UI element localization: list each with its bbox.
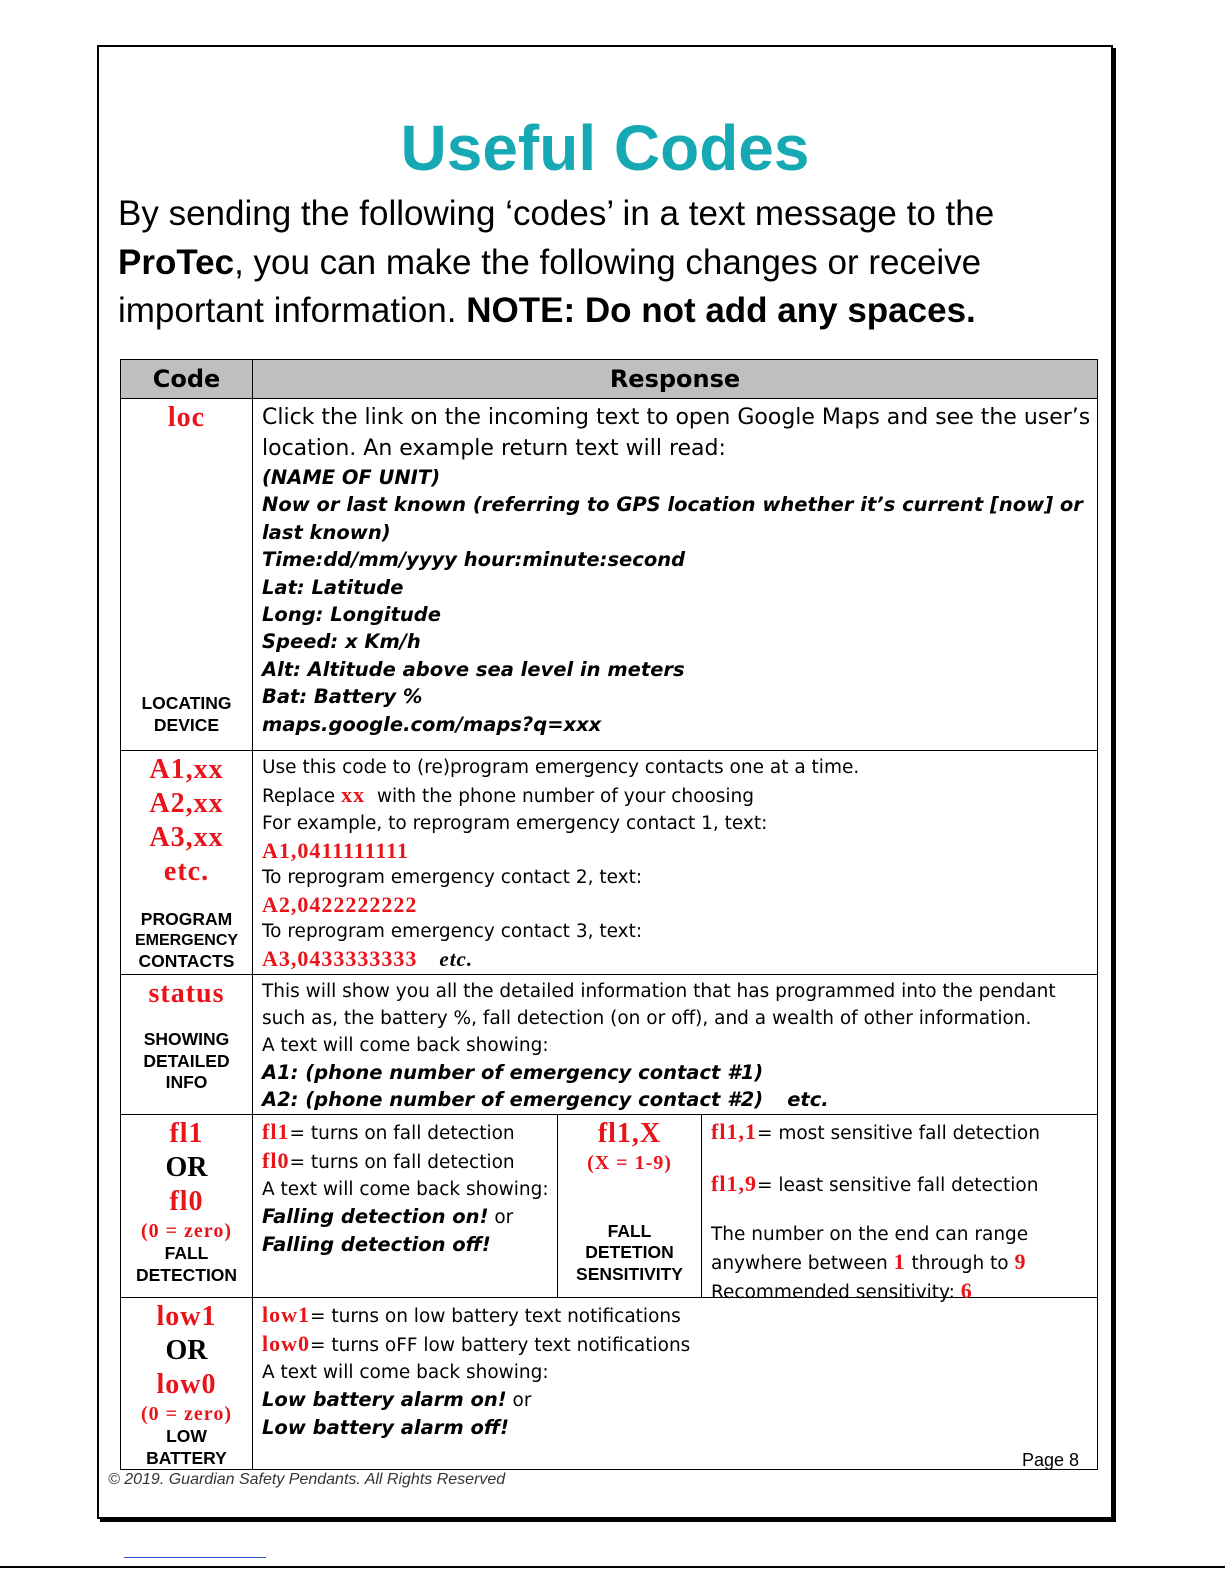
response-text: Replace xyxy=(262,786,342,807)
code-fl0: fl0 xyxy=(169,1186,204,1217)
inline-number: 9 xyxy=(1014,1249,1027,1274)
response-text: = turns on low battery text notifications xyxy=(310,1306,681,1327)
example-line-row xyxy=(262,1086,1097,1114)
intro-line-3 xyxy=(118,287,1108,336)
caption-line: EMERGENCY xyxy=(134,931,239,949)
intro-line-2 xyxy=(118,239,1108,288)
table-row-battery xyxy=(121,1298,1098,1470)
example-lines xyxy=(262,464,1097,738)
response-text: or xyxy=(506,1390,532,1411)
caption-line: DEVICE xyxy=(153,714,220,735)
table-row-status xyxy=(121,975,1098,1115)
response-text: = turns oFF low battery text notifications xyxy=(310,1335,691,1356)
response-text: Recommended sensitivity: xyxy=(711,1282,961,1303)
example-line: Speed: x Km/h xyxy=(262,630,421,654)
response-text xyxy=(262,1118,557,1147)
caption-line: SENSITIVITY xyxy=(576,1263,683,1284)
sensitivity-range: (X = 1-9) xyxy=(587,1152,672,1174)
example-code: A1,0411111111 xyxy=(262,838,409,863)
inline-code: fl1 xyxy=(262,1119,290,1144)
fall-subgrid xyxy=(253,1115,1097,1303)
response-cell-fall xyxy=(253,1115,1098,1303)
response-text: A text will come back showing: xyxy=(262,1179,549,1200)
etc-label: etc. xyxy=(439,947,474,971)
header-response: Response xyxy=(253,360,1098,399)
caption-line: DETETION xyxy=(585,1242,674,1262)
intro-line-1: By sending the following ‘codes’ in a text message to the xyxy=(118,194,995,233)
header-code: Code xyxy=(121,360,253,399)
response-text: Use this code to (re)program emergency contacts one at a time. xyxy=(262,757,860,778)
example-line: maps.google.com/maps?q=xxx xyxy=(262,712,602,736)
inline-number: 1 xyxy=(893,1249,906,1274)
code-status: status xyxy=(148,978,225,1009)
footnote-separator xyxy=(124,1557,266,1558)
inline-number: 6 xyxy=(960,1278,973,1303)
response-text: location. An example return text will read: xyxy=(262,436,726,461)
example-line: Low battery alarm on! xyxy=(262,1388,507,1411)
caption-line: LOCATING xyxy=(141,693,232,713)
response-text: such as, the battery %, fall detection (on or off), and a wealth of other information. xyxy=(262,1008,1032,1029)
or-label: OR xyxy=(165,1335,208,1366)
sensitivity-code-column xyxy=(558,1115,702,1297)
response-text: anywhere between xyxy=(711,1253,894,1274)
sensitivity-text-column xyxy=(702,1115,1097,1303)
caption-showing-info xyxy=(121,1029,252,1094)
response-text: To reprogram emergency contact 2, text: xyxy=(262,867,643,888)
example-line: Bat: Battery % xyxy=(262,685,423,709)
code-cell-loc xyxy=(121,399,253,751)
or-label: OR xyxy=(165,1152,208,1183)
intro-line-2-rest: , you can make the following changes or receive xyxy=(234,242,982,282)
code-cell-battery xyxy=(121,1298,253,1470)
response-text: = turns on fall detection xyxy=(289,1123,515,1144)
caption-line: CONTACTS xyxy=(138,950,235,971)
caption-low-battery xyxy=(121,1426,252,1469)
response-text: = least sensitive fall detection xyxy=(756,1175,1039,1196)
caption-program-contacts xyxy=(121,909,252,972)
response-text: or xyxy=(488,1207,514,1228)
code-loc: loc xyxy=(167,402,206,433)
example-line: Alt: Altitude above sea level in meters xyxy=(262,657,685,681)
code-cell-fall xyxy=(121,1115,253,1298)
copyright-notice: © 2019. Guardian Safety Pendants. All Rights Reserved xyxy=(108,1471,506,1488)
inline-code: fl1,1 xyxy=(711,1119,757,1144)
response-text: = turns on fall detection xyxy=(289,1152,515,1173)
response-text: This will show you all the detailed information that has programmed into the pendant xyxy=(262,981,1056,1002)
inline-code: low0 xyxy=(262,1331,310,1356)
inline-code: fl0 xyxy=(262,1148,290,1173)
table-row-fall xyxy=(121,1115,1098,1298)
intro-line-3-text: important information. xyxy=(118,291,467,330)
response-text xyxy=(711,1277,1097,1306)
zero-note: (0 = zero) xyxy=(141,1220,232,1242)
response-text xyxy=(262,1147,557,1176)
code-a3: A3,xx xyxy=(149,822,224,853)
example-line: Now or last known (referring to GPS location whether it’s current [now] or last known) xyxy=(262,493,1083,544)
code-fl1: fl1 xyxy=(169,1118,204,1149)
caption-line: FALL xyxy=(164,1243,209,1263)
example-line: Falling detection off! xyxy=(262,1233,491,1256)
example-line: (NAME OF UNIT) xyxy=(262,466,441,489)
code-cell-status xyxy=(121,975,253,1115)
caption-line: PROGRAM xyxy=(140,909,233,929)
response-text: = most sensitive fall detection xyxy=(756,1123,1040,1144)
zero-note: (0 = zero) xyxy=(141,1403,232,1425)
caption-line: DETECTION xyxy=(135,1264,238,1285)
response-text xyxy=(262,781,1097,810)
bottom-rule xyxy=(0,1566,1225,1568)
example-line: Falling detection on! xyxy=(262,1205,489,1228)
caption-line: INFO xyxy=(165,1072,208,1092)
response-text xyxy=(711,1118,1097,1147)
response-cell-program xyxy=(253,751,1098,975)
code-cell-program xyxy=(121,751,253,975)
table-header-row xyxy=(121,360,1098,399)
example-line: Time:dd/mm/yyyy hour:minute:second xyxy=(262,548,686,572)
code-a1: A1,xx xyxy=(149,754,224,785)
inline-code: fl1,9 xyxy=(711,1171,757,1196)
code-a2: A2,xx xyxy=(149,788,224,819)
response-text: A text will come back showing: xyxy=(262,1362,549,1383)
code-low1: low1 xyxy=(156,1301,217,1332)
code-fl1-x: fl1,X xyxy=(597,1118,662,1149)
intro-note: NOTE: Do not add any spaces. xyxy=(466,291,976,330)
page-number: Page 8 xyxy=(1022,1450,1080,1470)
table-row-program xyxy=(121,751,1098,975)
response-text: The number on the end can range xyxy=(711,1224,1029,1245)
inline-code: low1 xyxy=(262,1302,310,1327)
response-cell-status xyxy=(253,975,1098,1115)
response-text: To reprogram emergency contact 3, text: xyxy=(262,921,643,942)
example-code-row xyxy=(262,945,1097,974)
intro-paragraph xyxy=(118,190,1108,336)
example-line: Lat: Latitude xyxy=(262,575,404,599)
response-text: Click the link on the incoming text to open Google Maps and see the user’s xyxy=(262,405,1091,430)
response-cell-battery xyxy=(253,1298,1098,1470)
caption-line: DETAILED xyxy=(143,1050,230,1071)
caption-line: LOW xyxy=(166,1426,207,1446)
table-row-loc xyxy=(121,399,1098,751)
page-title: Useful Codes xyxy=(400,112,810,184)
response-text xyxy=(262,1203,557,1231)
inline-code: xx xyxy=(341,782,366,807)
caption-line: FALL xyxy=(607,1220,652,1241)
example-line: Low battery alarm off! xyxy=(262,1416,509,1439)
caption-line: SHOWING xyxy=(143,1029,230,1049)
response-text: A text will come back showing: xyxy=(262,1035,549,1056)
brand-name: ProTec xyxy=(118,242,235,282)
caption-fall-sensitivity xyxy=(558,1221,701,1286)
example-line: A1: (phone number of emergency contact #1) xyxy=(262,1061,764,1084)
response-text xyxy=(711,1170,1097,1199)
code-low0: low0 xyxy=(156,1369,217,1400)
response-cell-loc xyxy=(253,399,1098,751)
response-text: For example, to reprogram emergency contact 1, text: xyxy=(262,813,768,834)
response-text xyxy=(262,1330,1097,1359)
caption-line: BATTERY xyxy=(146,1447,227,1468)
response-text xyxy=(262,1386,1097,1414)
response-text: with the phone number of your choosing xyxy=(365,786,755,807)
caption-fall-detection xyxy=(121,1243,252,1286)
example-code: A2,0422222222 xyxy=(262,892,418,917)
code-etc: etc. xyxy=(163,856,210,887)
fall-toggle-column xyxy=(253,1115,558,1297)
response-text xyxy=(711,1248,1097,1277)
caption-locating-device xyxy=(121,693,252,736)
example-line: Long: Longitude xyxy=(262,603,441,627)
etc-label: etc. xyxy=(787,1088,829,1111)
codes-table xyxy=(120,359,1098,1470)
response-text: through to xyxy=(905,1253,1015,1274)
example-code: A3,0433333333 xyxy=(262,946,418,971)
example-line: A2: (phone number of emergency contact #2) xyxy=(262,1088,764,1111)
